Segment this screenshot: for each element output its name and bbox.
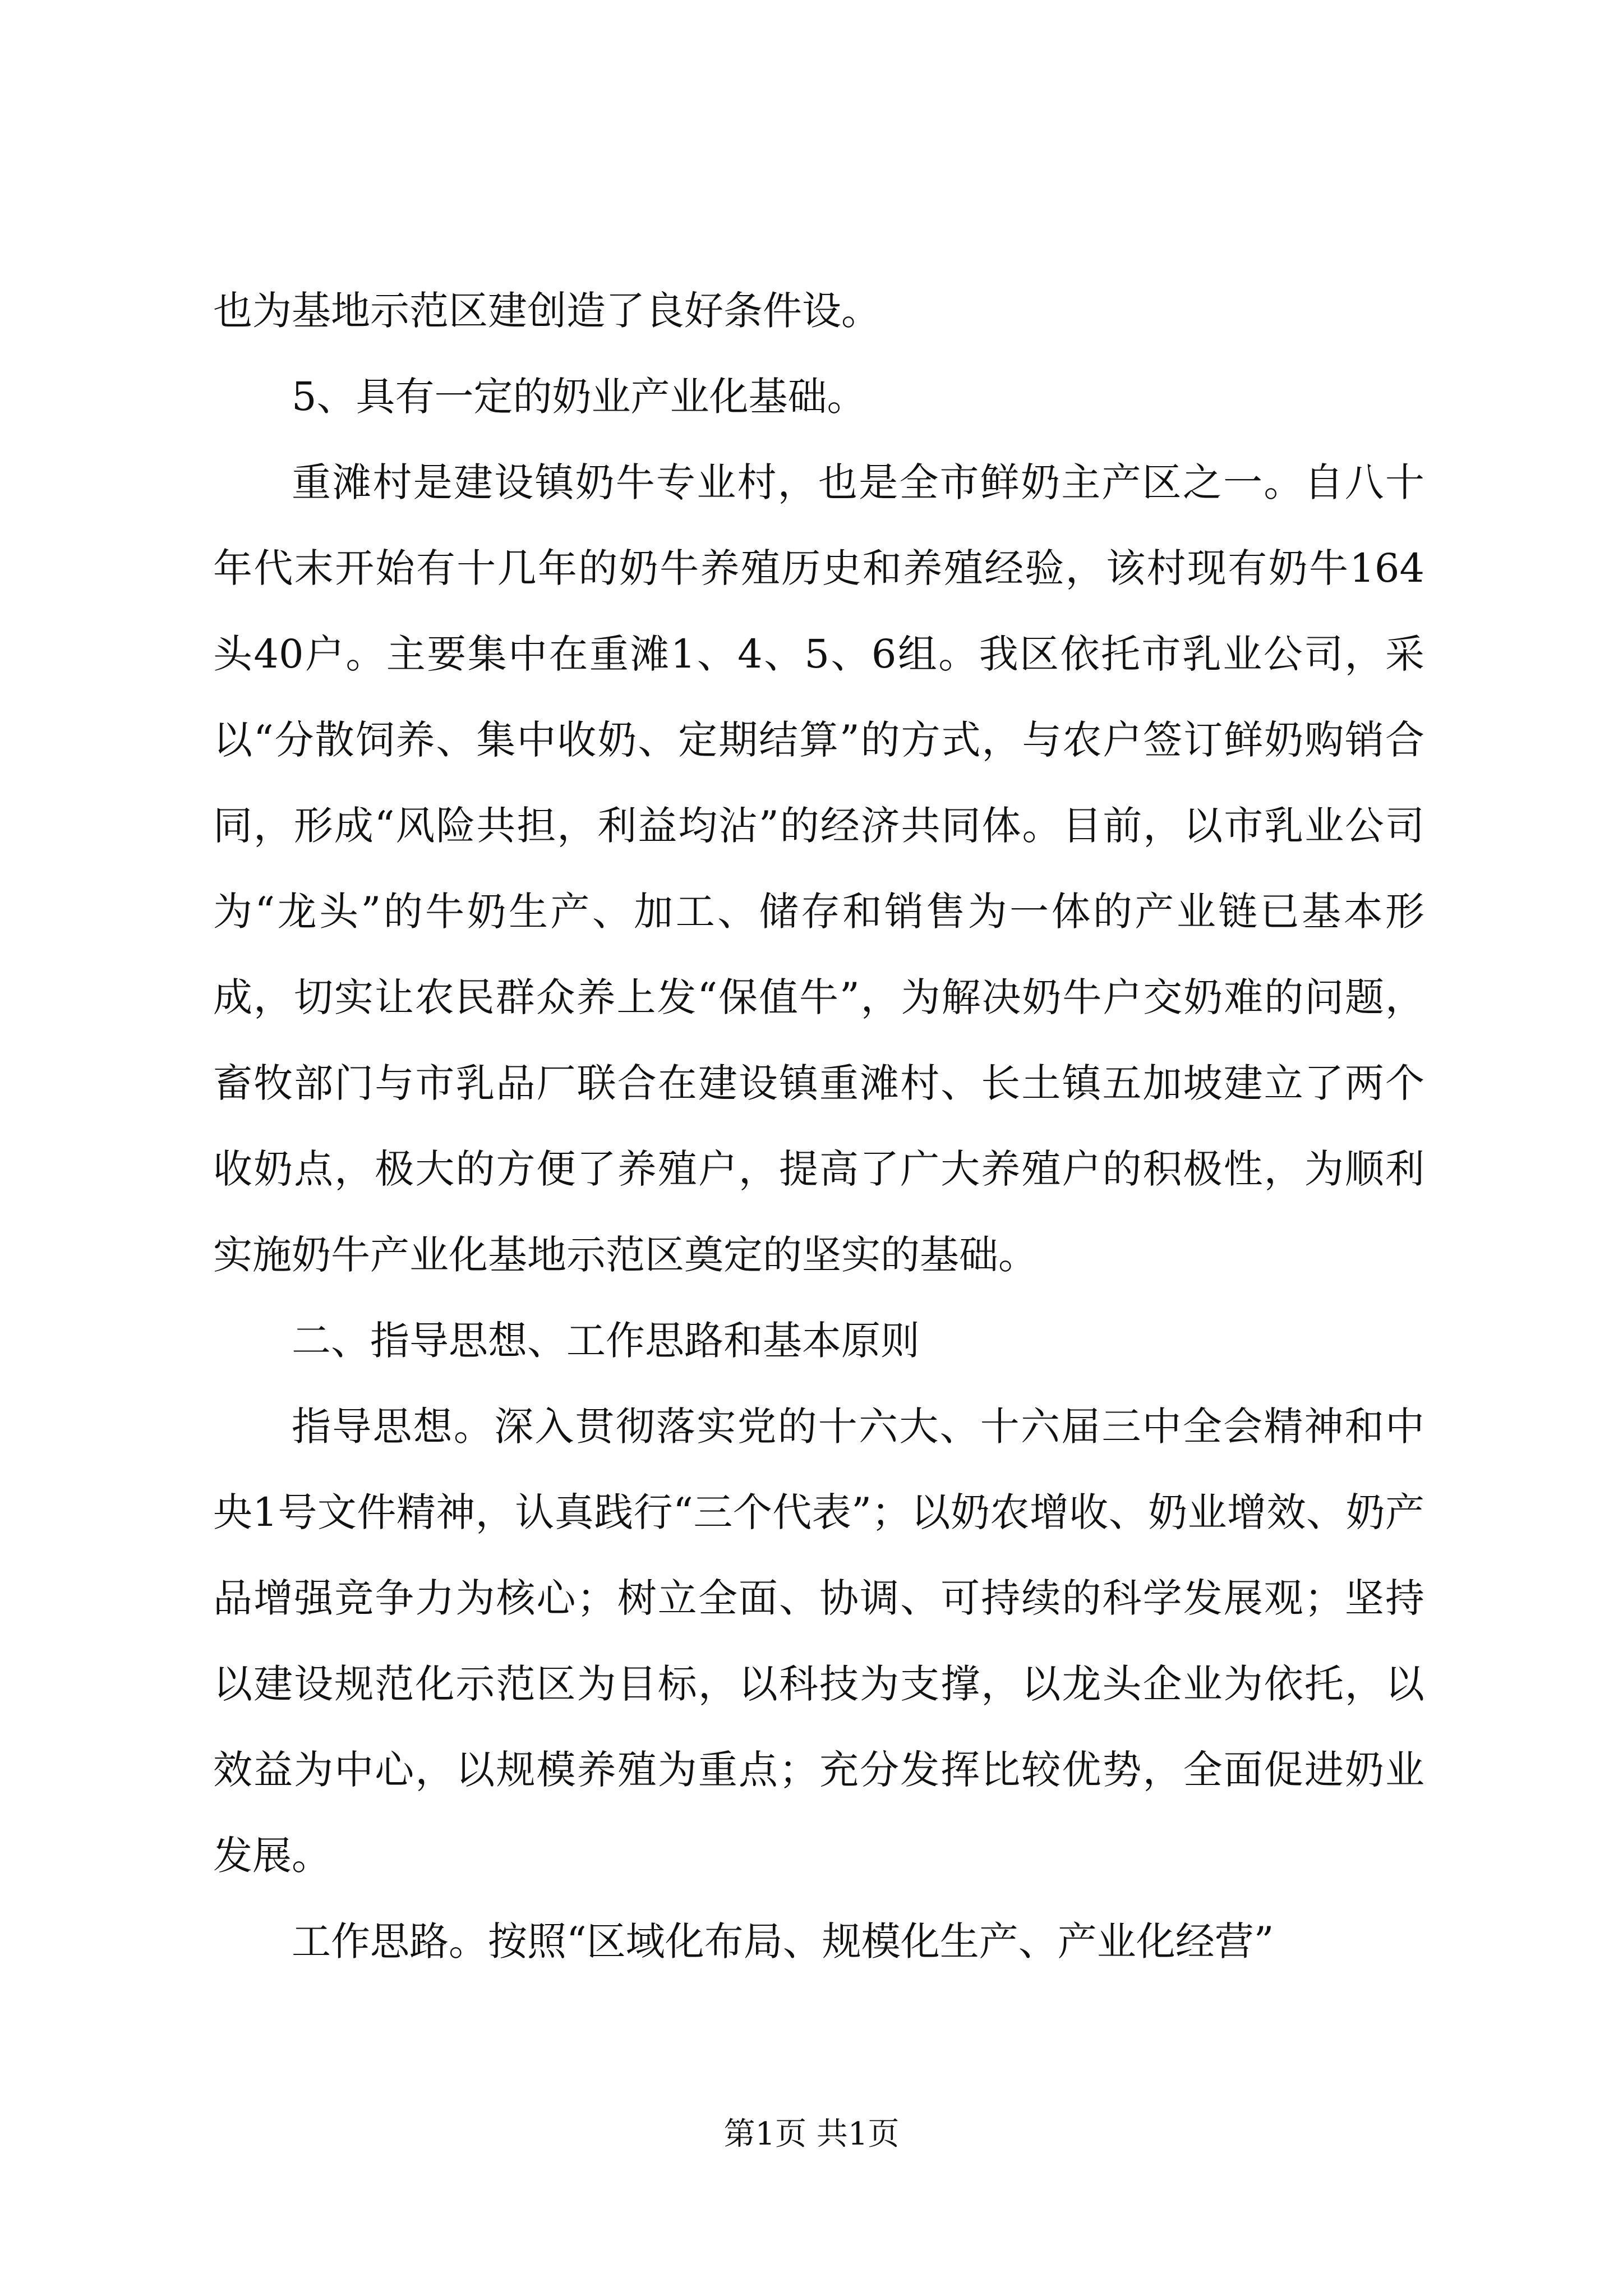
paragraph-guiding-thought: 指导思想。深入贯彻落实党的十六大、十六届三中全会精神和中央1号文件精神，认真践行“三个代表”；以奶农增收、奶业增效、奶产品增强竞争力为核心；树立全面、协调、可持续的科学发展观；坚持以建设规范化示范区为目标，以科技为支撑，以龙头企业为依托，以效益为中心，以规模养殖为重点；充分发挥比较优势，全面促进奶业发展。 bbox=[213, 1404, 1424, 1879]
page-footer: 第1页 共1页 bbox=[723, 2116, 900, 2152]
document-body bbox=[213, 268, 1424, 1985]
paragraph-chongtan-village: 重滩村是建设镇奶牛专业村，也是全市鲜奶主产区之一。自八十年代末开始有十几年的奶牛养殖历史和养殖经验，该村现有奶牛164头40户。主要集中在重滩1、4、5、6组。我区依托市乳业公司，采以“分散饲养、集中收奶、定期结算”的方式，与农户签订鲜奶购销合同，形成“风险共担，利益均沾”的经济共同体。目前，以市乳业公司为“龙头”的牛奶生产、加工、储存和销售为一体的产业链已基本形成，切实让农民群众养上发“保值牛”，为解决奶牛户交奶难的问题，畜牧部门与市乳品厂联合在建设镇重滩村、长土镇五加坡建立了两个收奶点，极大的方便了养殖户，提高了广大养殖户的积极性，为顺利实施奶牛产业化基地示范区奠定的坚实的基础。 bbox=[213, 459, 1424, 1278]
paragraph-heading-dairy-basis: 5、具有一定的奶业产业化基础。 bbox=[292, 374, 866, 420]
paragraph-work-approach: 工作思路。按照“区域化布局、规模化生产、产业化经营” bbox=[292, 1918, 1274, 1964]
section-heading-guiding-ideas: 二、指导思想、工作思路和基本原则 bbox=[292, 1318, 920, 1364]
paragraph-continuation: 也为基地示范区建创造了良好条件设。 bbox=[213, 288, 880, 334]
